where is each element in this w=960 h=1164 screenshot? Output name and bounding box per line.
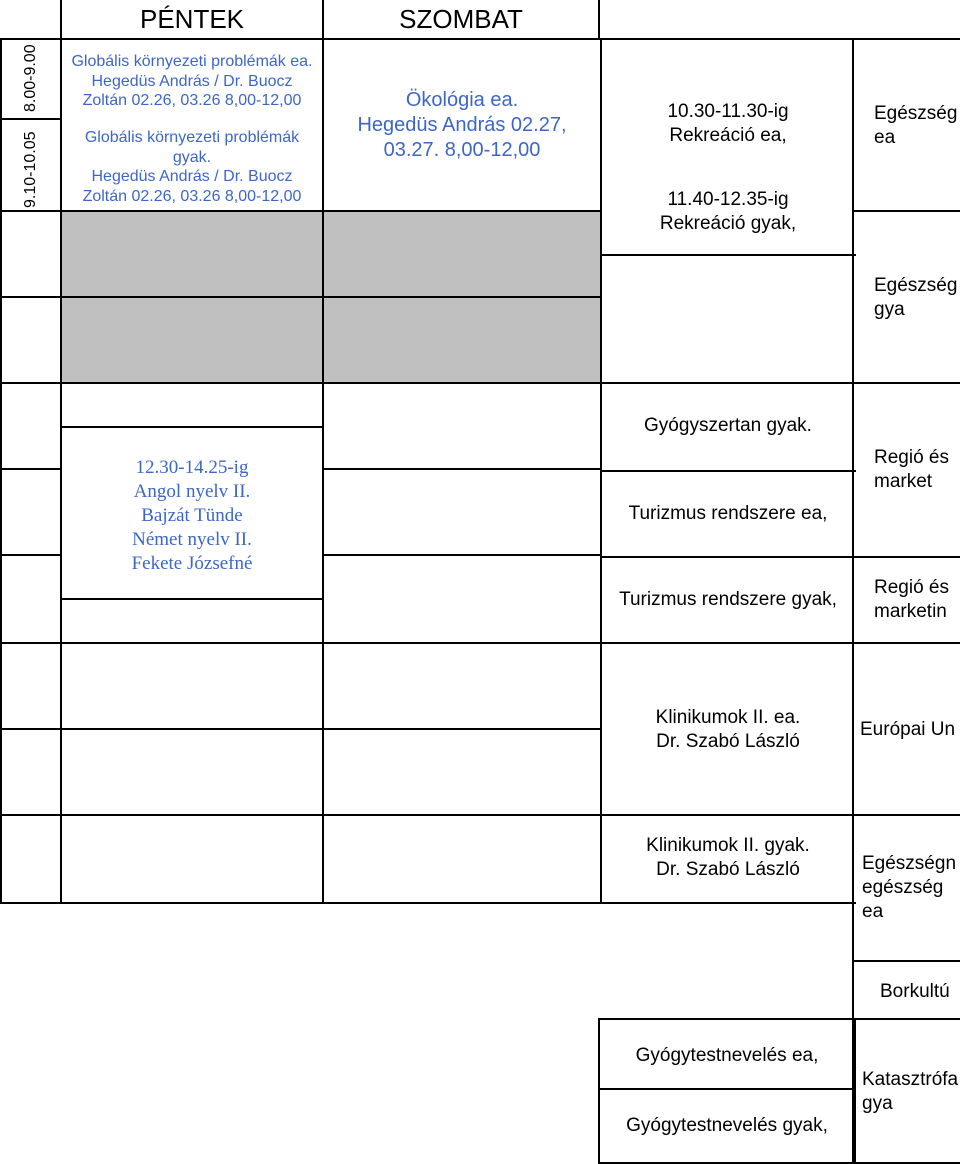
health-practice: Egészség gya bbox=[874, 275, 958, 320]
friday-empty-slot-2 bbox=[60, 296, 324, 384]
saturday-empty-slot-1 bbox=[322, 210, 602, 298]
clinics-practice: Klinikumok II. gyak. Dr. Szabó László bbox=[646, 835, 810, 880]
pe-lecture: Gyógytestnevelés ea, bbox=[635, 1045, 819, 1066]
global-problems-practice: Globális környezeti problémák gyak. Hegedüs András / Dr. Buocz Zoltán 02.26, 03.26 8,00-12,00 bbox=[82, 129, 302, 205]
time-label-first: 8.00-9.00 bbox=[22, 44, 39, 112]
tourism-lecture: Turizmus rendszere ea, bbox=[628, 503, 828, 524]
clinics-lecture: Klinikumok II. ea. Dr. Szabó László bbox=[655, 707, 801, 752]
ecology-lecture: Ökológia ea. Hegedüs András 02.27, 03.27. 8,00-12,00 bbox=[357, 89, 567, 161]
global-problems-lecture: Globális környezeti problémák ea. Hegedüs András / Dr. Buocz Zoltán 02.26, 03.26 8,00-12,00 bbox=[71, 53, 313, 109]
language-courses: 12.30-14.25-ig Angol nyelv II. Bajzát Tünde Német nyelv II. Fekete Józsefné bbox=[131, 457, 253, 574]
recreation-lecture: 10.30-11.30-ig Rekreáció ea, bbox=[667, 101, 789, 146]
tourism-practice: Turizmus rendszere gyak, bbox=[619, 589, 837, 610]
region-marketing-practice: Regió és marketin bbox=[874, 577, 949, 622]
european-union: Európai Un bbox=[860, 719, 956, 740]
saturday-empty-slot-2 bbox=[322, 296, 602, 384]
health-economics-lecture: Egészségn egészség ea bbox=[862, 853, 957, 922]
friday-header: PÉNTEK bbox=[139, 4, 245, 34]
pe-cell bbox=[598, 1018, 856, 1164]
region-marketing-lecture: Regió és market bbox=[874, 447, 949, 492]
recreation-practice: 11.40-12.35-ig Rekreáció gyak, bbox=[659, 189, 797, 234]
disaster-practice: Katasztrófa gya bbox=[862, 1069, 959, 1114]
pe-practice: Gyógytestnevelés gyak, bbox=[626, 1115, 828, 1136]
time-label-second: 9.10-10.05 bbox=[22, 131, 39, 208]
pharmacology-practice: Gyógyszertan gyak. bbox=[644, 415, 812, 436]
saturday-header: SZOMBAT bbox=[399, 4, 523, 34]
wine-culture: Borkultú bbox=[880, 981, 950, 1002]
health-lecture: Egészség ea bbox=[874, 103, 958, 148]
friday-empty-slot-1 bbox=[60, 210, 324, 298]
